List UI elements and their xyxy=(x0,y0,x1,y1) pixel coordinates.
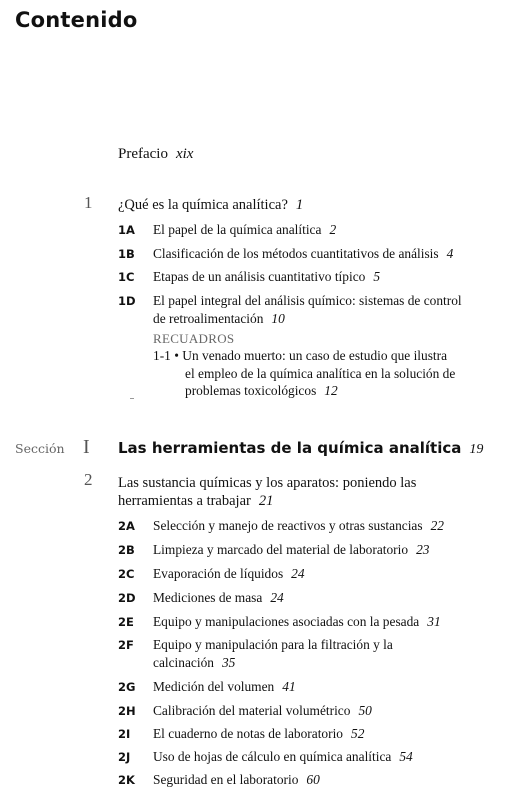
section-page-2b: 23 xyxy=(416,542,430,557)
part-title: Las herramientas de la química analítica xyxy=(118,439,462,457)
section-page-1b: 4 xyxy=(446,246,454,261)
toc-entry-chapter-1[interactable] xyxy=(118,196,303,214)
toc-entry-box-1-1[interactable] xyxy=(153,347,455,400)
section-page-2a: 22 xyxy=(430,518,444,533)
toc-entry-part-1[interactable] xyxy=(118,439,483,458)
chapter-1-title: ¿Qué es la química analítica? xyxy=(118,197,288,213)
part-number: I xyxy=(83,436,90,458)
section-id-2b: 2B xyxy=(118,543,135,557)
boxes-label: RECUADROS xyxy=(153,331,235,346)
scan-mark xyxy=(130,398,134,399)
section-id-2k: 2K xyxy=(118,773,135,787)
section-title-2k: Seguridad en el laboratorio xyxy=(153,772,299,787)
toc-entry-2d[interactable] xyxy=(153,589,498,607)
toc-entry-2h[interactable] xyxy=(153,702,498,720)
toc-entry-2f[interactable] xyxy=(153,636,498,671)
section-title-2c: Evaporación de líquidos xyxy=(153,566,284,581)
box-title-line2: el empleo de la química analítica en la solución de xyxy=(185,365,456,381)
section-page-2e: 31 xyxy=(427,614,441,629)
section-page-2f: 35 xyxy=(221,654,236,670)
section-id-2d: 2D xyxy=(118,591,136,605)
section-page-2j: 54 xyxy=(399,749,413,764)
toc-entry-2b[interactable] xyxy=(153,541,498,559)
section-page-2c: 24 xyxy=(291,566,305,581)
chapter-1-number: 1 xyxy=(84,193,93,212)
section-title-2d: Mediciones de masa xyxy=(153,590,263,605)
preface-page: xix xyxy=(175,146,194,162)
section-title-2b: Limpieza y marcado del material de laboratorio xyxy=(153,542,409,557)
section-page-2i: 52 xyxy=(351,726,365,741)
bullet-icon: • xyxy=(174,348,179,363)
section-title-1d-line1: El papel integral del análisis químico: sistemas de control xyxy=(153,293,462,308)
box-title-line3-wrap xyxy=(153,382,455,400)
section-id-1c: 1C xyxy=(118,270,135,284)
toc-entry-2k[interactable] xyxy=(153,771,498,789)
section-title-1b: Clasificación de los métodos cuantitativos de análisis xyxy=(153,246,439,261)
section-id-2c: 2C xyxy=(118,567,135,581)
section-title-1d-line2: de retroalimentación xyxy=(153,310,264,326)
section-id-2i: 2I xyxy=(118,727,131,741)
toc-entry-2j[interactable] xyxy=(153,748,498,766)
section-title-2i: El cuaderno de notas de laboratorio xyxy=(153,726,343,741)
section-id-2e: 2E xyxy=(118,615,134,629)
section-title-2f-line1: Equipo y manipulación para la filtración y la xyxy=(153,637,393,652)
preface-label: Prefacio xyxy=(118,146,168,162)
section-id-1a: 1A xyxy=(118,223,135,237)
page-title: Contenido xyxy=(15,8,138,32)
section-page-2d: 24 xyxy=(270,590,284,605)
part-page: 19 xyxy=(469,442,484,457)
section-id-2f: 2F xyxy=(118,638,134,652)
chapter-2-title-line2: herramientas a trabajar xyxy=(118,493,251,509)
section-page-2g: 41 xyxy=(282,679,296,694)
toc-entry-2i[interactable] xyxy=(153,725,498,743)
section-id-2a: 2A xyxy=(118,519,135,533)
chapter-2-number: 2 xyxy=(84,470,93,489)
toc-entry-chapter-2[interactable] xyxy=(118,474,416,510)
toc-entry-2a[interactable] xyxy=(153,517,498,535)
section-id-1b: 1B xyxy=(118,247,135,261)
section-page-2h: 50 xyxy=(358,703,372,718)
section-id-2h: 2H xyxy=(118,704,136,718)
section-id-1d: 1D xyxy=(118,294,136,308)
section-title-2e: Equipo y manipulaciones asociadas con la pesada xyxy=(153,614,420,629)
box-id: 1-1 xyxy=(153,348,171,363)
section-page-1d: 10 xyxy=(271,310,285,326)
toc-entry-1a[interactable] xyxy=(153,221,498,239)
toc-entry-1d[interactable] xyxy=(153,292,503,327)
section-title-1a: El papel de la química analítica xyxy=(153,222,322,237)
toc-entry-preface[interactable] xyxy=(118,146,193,163)
chapter-1-page: 1 xyxy=(295,197,304,213)
section-page-1a: 2 xyxy=(329,222,337,237)
section-title-2h: Calibración del material volumétrico xyxy=(153,703,351,718)
toc-entry-2e[interactable] xyxy=(153,613,498,631)
box-page: 12 xyxy=(324,383,338,398)
toc-entry-1b[interactable] xyxy=(153,245,498,263)
section-page-2k: 60 xyxy=(306,772,320,787)
box-title-line3: problemas toxicológicos xyxy=(185,383,317,398)
toc-entry-2c[interactable] xyxy=(153,565,498,583)
section-title-2f-line2: calcinación xyxy=(153,654,214,670)
section-title-1c: Etapas de un análisis cuantitativo típico xyxy=(153,269,366,284)
part-label: Sección xyxy=(15,441,65,456)
section-page-1c: 5 xyxy=(373,269,381,284)
section-id-2g: 2G xyxy=(118,680,136,694)
section-title-2g: Medición del volumen xyxy=(153,679,275,694)
toc-entry-2g[interactable] xyxy=(153,678,498,696)
section-title-2a: Selección y manejo de reactivos y otras sustancias xyxy=(153,518,423,533)
toc-entry-1c[interactable] xyxy=(153,268,498,286)
section-id-2j: 2J xyxy=(118,750,131,764)
section-title-2j: Uso de hojas de cálculo en química analítica xyxy=(153,749,392,764)
chapter-2-title-line1: Las sustancia químicas y los aparatos: poniendo las xyxy=(118,475,417,491)
chapter-2-page: 21 xyxy=(258,493,274,509)
box-title-line1: Un venado muerto: un caso de estudio que ilustra xyxy=(182,348,448,363)
